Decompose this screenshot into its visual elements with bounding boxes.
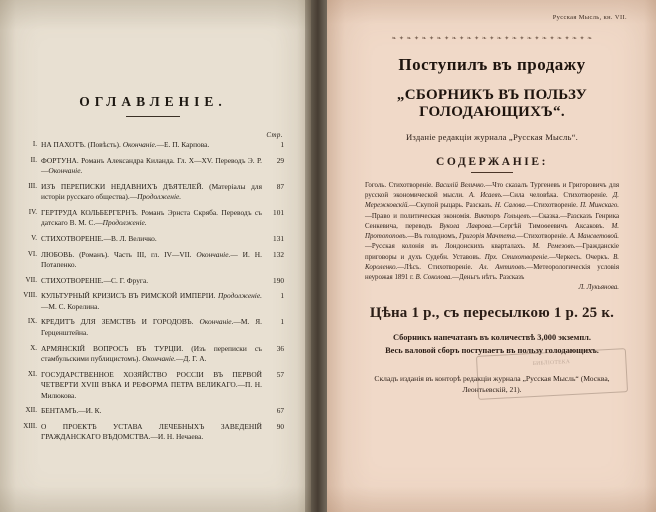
toc-entry — [22, 406, 284, 417]
toc-entry-title: БЕНТАМЪ.—И. К. — [41, 406, 102, 416]
ad-contents-heading: СОДЕРЖАНІЕ: — [435, 156, 549, 168]
left-page — [0, 0, 311, 512]
toc-entry-title: ГОСУДАРСТВЕННОЕ ХОЗЯЙСТВО РОССІИ ВЪ ПЕРВОЙ ЧЕТВЕРТИ XVIII ВѢКА И РЕФОРМА ПЕТРА ВЕЛИКАГО.—П. Н. Милюкова. — [41, 369, 262, 400]
toc-list — [22, 140, 284, 443]
toc-entry-title: ГЕРТРУДА КОЛЬБЕРГЕРНЪ. Романъ Эрнста Скряба. Переводъ съ датскаго В. М. С.—Продолженіе. — [41, 207, 262, 228]
toc-entry-title: КРЕДИТЪ ДЛЯ ЗЕМСТВЪ И ГОРОДОВЪ. Окончаніе.—М. Я. Герценштейна. — [41, 317, 262, 337]
toc-entry-number: XI. — [27, 369, 37, 378]
toc-column-header: Стр. — [266, 131, 283, 139]
toc-entry-page: 1 — [280, 291, 284, 301]
right-page-content — [353, 14, 631, 500]
toc-entry — [22, 370, 284, 402]
toc-entry — [22, 156, 284, 177]
ad-price: Цѣна 1 р., съ пересылкою 1 р. 25 к. — [369, 305, 615, 322]
toc-entry — [22, 422, 284, 443]
toc-entry — [22, 250, 284, 271]
toc-entry-page: 87 — [276, 181, 284, 191]
ad-footer: Складъ изданія въ конторѣ редакціи журнала „Русская Мысль“ (Москва, Леонтьевскій, 21). — [374, 374, 610, 395]
toc-entry-number: XIII. — [23, 421, 37, 430]
toc-entry-number: I. — [32, 140, 37, 148]
toc-entry-title: ИЗЪ ПЕРЕПИСКИ НЕДАВНИХЪ ДѢЯТЕЛЕЙ. (Матеріалы для исторіи русскаго общества).—Продолженіе. — [41, 181, 262, 202]
toc-entry-number: VIII. — [23, 291, 37, 300]
ad-note — [353, 332, 631, 357]
toc-entry — [22, 182, 284, 203]
toc-entry-number: VII. — [25, 275, 37, 284]
toc-entry — [22, 234, 284, 245]
toc-entry-page: 29 — [276, 155, 284, 165]
toc-entry-title: ЛЮБОВЬ. (Романъ). Часть III, гл. IV—VII. Окончаніе.— И. Н. Потапенко. — [41, 249, 262, 270]
toc-entry-number: III. — [28, 181, 37, 190]
toc-entry — [22, 276, 284, 287]
page-title: ОГЛАВЛЕНІЕ. — [79, 94, 227, 109]
toc-entry — [22, 291, 284, 312]
toc-entry-number: VI. — [27, 249, 37, 258]
title-divider — [126, 116, 180, 117]
toc-entry-page: 1 — [280, 140, 284, 149]
toc-entry-page: 36 — [276, 343, 284, 353]
toc-entry-title: СТИХОТВОРЕНІЕ.—С. Г. Фруга. — [41, 275, 149, 285]
toc-entry — [22, 140, 284, 151]
ad-note-line1: Сборникъ напечатанъ въ количествѣ 3,000 экземпл. — [393, 333, 591, 343]
toc-entry-page: 190 — [273, 275, 284, 285]
toc-entry — [22, 344, 284, 365]
toc-entry-title: СТИХОТВОРЕНІЕ.—В. Л. Величко. — [41, 233, 157, 243]
toc-entry-page: 132 — [273, 249, 284, 259]
toc-entry-number: II. — [30, 155, 37, 164]
toc-entry-title: ФОРТУНА. Романъ Александра Киланда. Гл. X—XV. Переводъ Э. Р.—Окончаніе. — [41, 155, 262, 176]
toc-entry-title: КУЛЬТУРНЫЙ КРИЗИСЪ ВЪ РИМСКОЙ ИМПЕРІИ. Продолженіе.—М. С. Корелина. — [41, 291, 262, 311]
toc-entry-title: АРМЯНСКІЙ ВОПРОСЪ ВЪ ТУРЦІИ. (Изъ переписки съ стамбульскими публицистомъ). Окончаніе.—Д. Г. А. — [41, 343, 262, 364]
contents-divider — [471, 172, 513, 173]
ad-contents-signature: Л. Лукьянова. — [578, 284, 619, 292]
library-stamp: БИБЛІОТЕКА — [476, 348, 628, 400]
toc-entry-page: 131 — [273, 233, 284, 243]
toc-entry-page: 101 — [273, 207, 284, 217]
ornament-band: ❧ ✦ ❧ ✦ ❧ ✦ ❧ ✦ ❧ ✦ ❧ ✦ ❧ ✦ ❧ ✦ ❧ ✦ ❧ ✦ ❧ ✦ ❧ ✦ ❧ ✦ ❧ — [391, 36, 593, 42]
toc-entry-number: V. — [31, 233, 37, 242]
ad-book-title: „СБОРНИКЪ ВЪ ПОЛЬЗУ ГОЛОДАЮЩИХЪ“. — [396, 87, 588, 120]
ad-note-line2: Весь валовой сборъ поступаетъ въ пользу голодающихъ. — [385, 345, 599, 355]
toc-entry — [22, 208, 284, 229]
toc-entry-title: О ПРОЕКТѢ УСТАВА ЛЕЧЕБНЫХЪ ЗАВЕДЕНІЙ ГРАЖДАНСКАГО ВѢДОМСТВА.—И. Н. Нечаева. — [41, 421, 262, 442]
ad-subtitle: Изданіе редакціи журнала „Русская Мысль“. — [405, 132, 579, 142]
right-page — [327, 0, 656, 512]
toc-entry-number: IX. — [27, 317, 37, 326]
toc-entry-number: X. — [30, 343, 37, 352]
ad-contents-text: Гоголь. Стихотвореніе. Василій Величко.—Что сказалъ Тургеневъ и Григоровичъ для русской экономической мысли. А. Исаевъ.—Сила человѣка. Стихотвореніе. Д. Мережковскій.—Скупой рыцарь. Разсказъ. Н. Салова.—Стихотвореніе. П. Минскаго.—Право и политическая экономія. Викторъ Гольцевъ.—Сказка.—Разсказъ Генрика Сенкевича, переводъ Вукола Лаврова.—Сергѣй Тимоѳеевичъ Аксаковъ. М. Протопоповъ.—Въ голодномъ, Григорія Мачтета.—Стихотвореніе. А. Мансветовой.—Русская колонія въ Лондонскихъ кварталахъ. М. Ремезовъ.—Гражданскіе приговоры и духъ Судебн. Уставовъ. Прх. Стихотвореніе.—Черкесъ. Очеркъ. В. Короленко.—Лѣсъ. Стихотвореніе. Ал. Антиповъ.—Метеорологическія условія неурожая 1891 г. В. Соколова.—Деньгъ нѣтъ. Разсказъ — [365, 182, 620, 281]
toc-entry-title: НА ПАХОТѢ. (Повѣсть). Окончаніе.—Е. П. Карпова. — [41, 140, 210, 149]
running-head: Русская Мысль, кн. VII. — [552, 14, 627, 21]
toc-entry-page: 57 — [276, 369, 284, 379]
toc-entry-number: IV. — [28, 207, 37, 216]
toc-entry — [22, 317, 284, 338]
left-page-content — [22, 22, 284, 484]
toc-entry-page: 67 — [276, 406, 284, 416]
ad-headline: Поступилъ въ продажу — [398, 55, 586, 74]
toc-entry-page: 90 — [276, 421, 284, 431]
toc-entry-number: XII. — [25, 406, 37, 415]
toc-entry-page: 1 — [280, 317, 284, 327]
